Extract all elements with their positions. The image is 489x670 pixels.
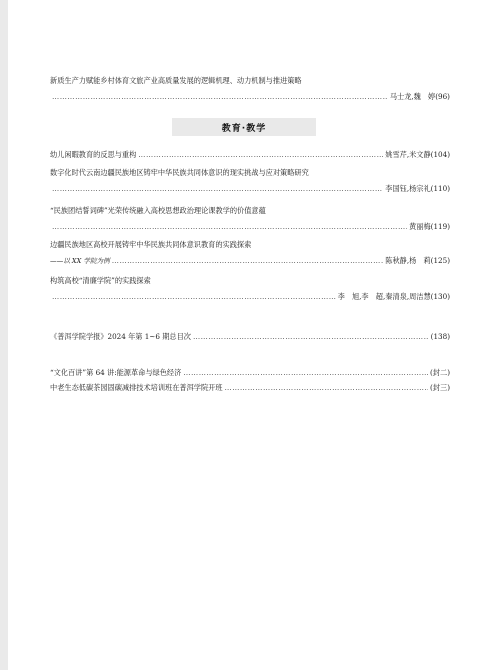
toc-entry-page: (104): [430, 150, 450, 159]
toc-entry-page: (119): [430, 222, 450, 231]
toc-entry-authors: 姚雪芹,米文静: [385, 150, 431, 159]
dot-leader: [183, 368, 428, 378]
dot-leader: [112, 256, 384, 266]
toc-entry-title: “民族团结誓词碑”光荣传统融入高校思想政治理论课教学的价值意蕴: [50, 206, 266, 215]
dot-leader: [193, 332, 429, 342]
toc-entry-authors: 李 旭,李 超,秦清泉,周洁慧: [337, 292, 431, 301]
toc-entry[interactable]: [50, 150, 450, 160]
toc-entry-authors: 陈秋静,杨 莉: [385, 256, 431, 265]
toc-entry-authors: 李国钰,杨宗礼: [385, 184, 431, 193]
dot-leader: [138, 150, 383, 160]
toc-entry-title: 中老生态低碳茶园固碳减排技术培训班在普洱学院开班: [50, 383, 223, 392]
toc-entry-title: 幼儿闲暇教育的反思与重构: [50, 150, 137, 159]
section-header: [172, 118, 316, 136]
toc-entry-page: (110): [430, 184, 450, 193]
page-edge-shadow: [0, 0, 8, 670]
toc-entry-title: 《普洱学院学报》2024 年第 1~6 期总目次: [50, 332, 191, 341]
toc-entry[interactable]: [50, 368, 450, 378]
toc-entry[interactable]: [50, 76, 450, 102]
toc-entry-page: (138): [430, 332, 450, 341]
toc-entry-title: 新质生产力赋能乡村体育文旅产业高质量发展的逻辑机理、动力机制与推进策略: [50, 76, 302, 85]
toc-entry-page: (封二): [430, 368, 450, 377]
toc-entry-title: 边疆民族地区高校开展铸牢中华民族共同体意识教育的实践探索: [50, 240, 252, 249]
dot-leader: [52, 222, 407, 232]
toc-entry[interactable]: [50, 240, 450, 266]
toc-entry[interactable]: [50, 383, 450, 393]
toc-entry-subtitle: ——以 XX 学院为例: [50, 257, 110, 265]
toc-entry-title: “文化百讲”第 64 讲:能源革命与绿色经济: [50, 368, 182, 377]
dot-leader: [52, 92, 388, 102]
toc-entry-authors: 黄丽梅: [409, 222, 431, 231]
toc-entry-page: (125): [430, 256, 450, 265]
toc-entry-title: 数字化时代云南边疆民族地区铸牢中华民族共同体意识的现实挑战与应对策略研究: [50, 168, 309, 177]
toc-entry-page: (96): [435, 92, 450, 101]
toc-entry-page: (130): [430, 292, 450, 301]
toc-entry-page: (封三): [430, 383, 450, 392]
dot-leader: [52, 184, 383, 194]
toc-entry[interactable]: [50, 206, 450, 232]
toc-entry-title: 构筑高校“清廉学院”的实践探索: [50, 276, 151, 285]
toc-entry[interactable]: [50, 332, 450, 342]
toc-entry[interactable]: [50, 168, 450, 194]
section-title: 教育·教学: [221, 123, 267, 134]
dot-leader: [52, 292, 336, 302]
toc-entry[interactable]: [50, 276, 450, 302]
toc-entry-authors: 马士龙,魏 婷: [389, 92, 436, 101]
dot-leader: [225, 383, 429, 393]
